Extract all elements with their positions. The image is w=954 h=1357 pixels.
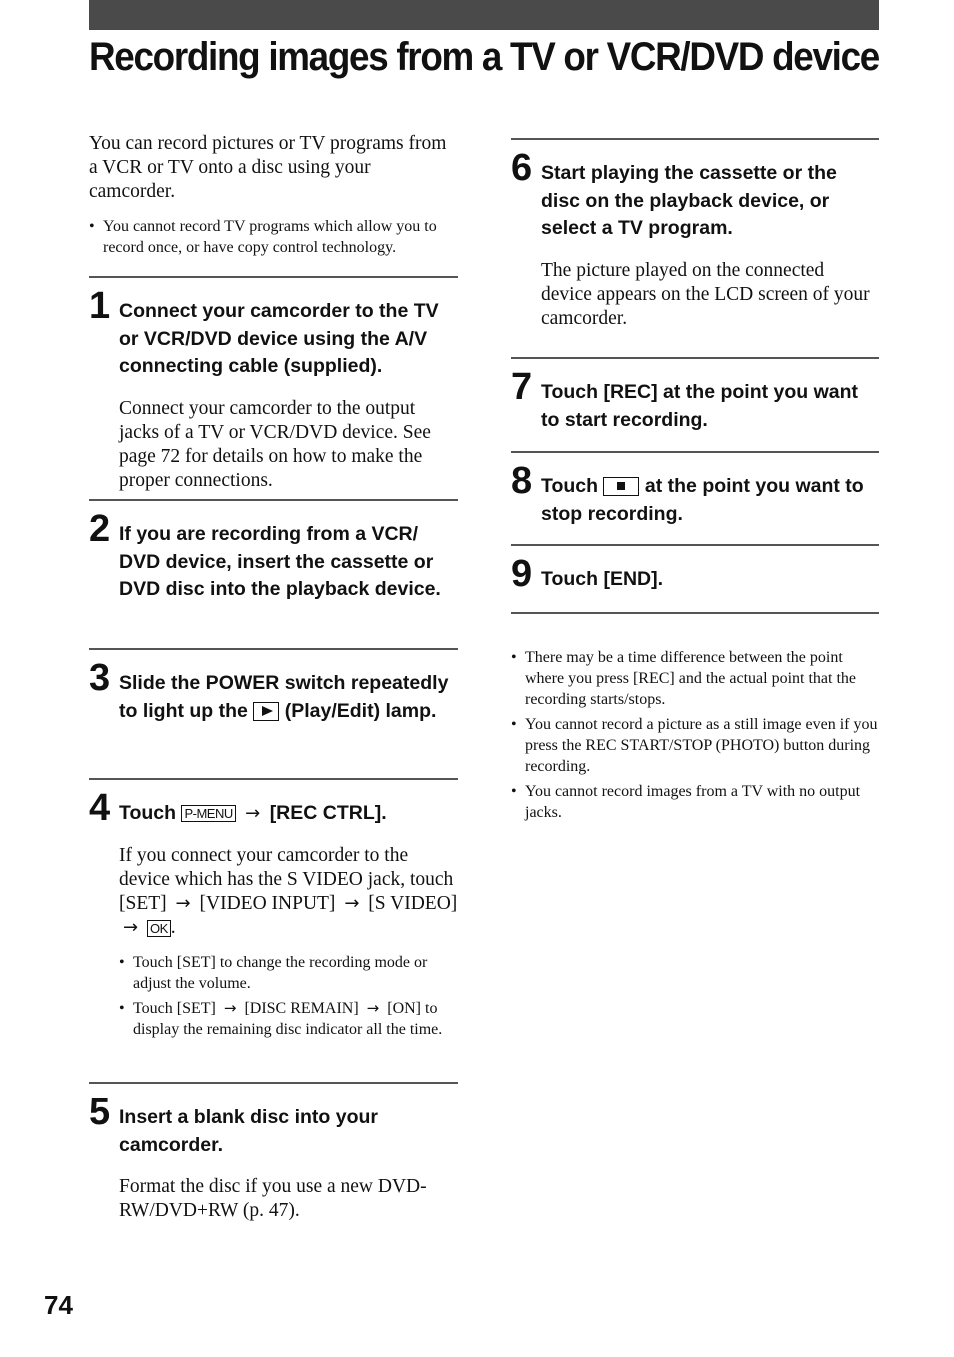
intro-notes xyxy=(89,216,458,258)
intro-text: You can record pictures or TV programs from a VCR or TV onto a disc using your camcorder. xyxy=(89,133,447,202)
arrow-icon: → xyxy=(123,916,139,938)
step-heading-text: Slide the POWER switch repeatedly to light up the xyxy=(119,672,449,722)
step-number: 9 xyxy=(511,553,533,595)
step-body-text: [S VIDEO] xyxy=(368,892,458,914)
step-note: • Touch [SET] to change the recording mode or adjust the volume. xyxy=(119,952,458,994)
step-number: 5 xyxy=(89,1091,111,1133)
step-9 xyxy=(511,544,879,612)
step-note-text: [ON] to display the remaining disc indicator all the time. xyxy=(133,999,443,1038)
step-heading: Connect your camcorder to the TV or VCR/DVD device using the A/V connecting cable (supplied). xyxy=(119,300,439,377)
step-heading xyxy=(89,650,458,725)
step-heading-text: [REC CTRL]. xyxy=(269,802,387,824)
step-body-text: If you connect your camcorder to the device which has the S VIDEO jack, touch [SET] xyxy=(119,844,454,914)
final-note: • You cannot record a picture as a still image even if you press the REC START/STOP (PHOTO) button during recording. xyxy=(511,714,879,777)
step-heading: Start playing the cassette or the disc on the playback device, or select a TV program. xyxy=(541,162,837,239)
step-5 xyxy=(89,1082,458,1223)
step-heading-text: Touch xyxy=(119,802,177,824)
final-note: • You cannot record images from a TV with no output jacks. xyxy=(511,781,879,823)
step-heading-text: Touch xyxy=(541,475,599,497)
step-body: The picture played on the connected device appears on the LCD screen of your camcorder. xyxy=(541,259,870,329)
step-body: Connect your camcorder to the output jacks of a TV or VCR/DVD device. See page 72 for details on how to make the proper connections. xyxy=(119,397,431,491)
step-8 xyxy=(511,451,879,544)
intro-note: • You cannot record TV programs which allow you to record once, or have copy control technology. xyxy=(89,216,458,258)
step-body-text: [VIDEO INPUT] xyxy=(199,892,336,914)
left-column xyxy=(89,132,458,1223)
step-heading xyxy=(89,780,458,828)
step-body: Format the disc if you use a new DVD-RW/DVD+RW (p. 47). xyxy=(119,1176,427,1221)
arrow-icon: → xyxy=(223,998,237,1017)
step-heading-text: (Play/Edit) lamp. xyxy=(284,699,437,722)
right-column xyxy=(511,138,879,827)
step-number: 4 xyxy=(89,787,111,829)
arrow-icon: → xyxy=(245,803,261,824)
p-menu-icon: P-MENU xyxy=(181,805,235,822)
arrow-icon: → xyxy=(175,892,191,914)
step-number: 7 xyxy=(511,366,533,408)
header-bar xyxy=(89,0,879,30)
step-note xyxy=(119,998,458,1040)
step-body xyxy=(89,844,458,940)
arrow-icon: → xyxy=(366,998,380,1017)
step-heading: Touch [END]. xyxy=(541,568,664,590)
step-note-text: [DISC REMAIN] xyxy=(244,999,359,1017)
play-edit-icon xyxy=(253,702,279,721)
step-notes xyxy=(89,952,458,1040)
ok-icon: OK xyxy=(147,920,171,937)
stop-icon xyxy=(603,477,639,496)
section-divider xyxy=(511,612,879,647)
arrow-icon: → xyxy=(344,892,360,914)
step-heading: Insert a blank disc into your camcorder. xyxy=(119,1106,378,1156)
step-4 xyxy=(89,778,458,1082)
final-note: • There may be a time difference between the point where you press [REC] and the actual point that the recording starts/stops. xyxy=(511,647,879,710)
final-notes xyxy=(511,647,879,823)
step-number: 6 xyxy=(511,147,533,189)
step-3 xyxy=(89,648,458,778)
step-note-text: Touch [SET] xyxy=(133,999,216,1017)
step-heading: If you are recording from a VCR/ DVD device, insert the cassette or DVD disc into the playback device. xyxy=(119,523,441,600)
step-heading: Touch [REC] at the point you want to start recording. xyxy=(541,381,859,431)
step-body-text: . xyxy=(170,916,176,938)
page-title: Recording images from a TV or VCR/DVD device xyxy=(89,35,879,79)
page-number: 74 xyxy=(44,1290,73,1320)
step-number: 2 xyxy=(89,508,111,550)
step-2 xyxy=(89,499,458,648)
step-1 xyxy=(89,276,458,499)
step-7 xyxy=(511,357,879,451)
step-heading-text: at the point you want to stop recording. xyxy=(541,475,864,525)
step-number: 3 xyxy=(89,657,111,699)
step-number: 8 xyxy=(511,460,533,502)
step-6 xyxy=(511,138,879,357)
step-number: 1 xyxy=(89,285,111,327)
step-heading xyxy=(511,453,879,528)
